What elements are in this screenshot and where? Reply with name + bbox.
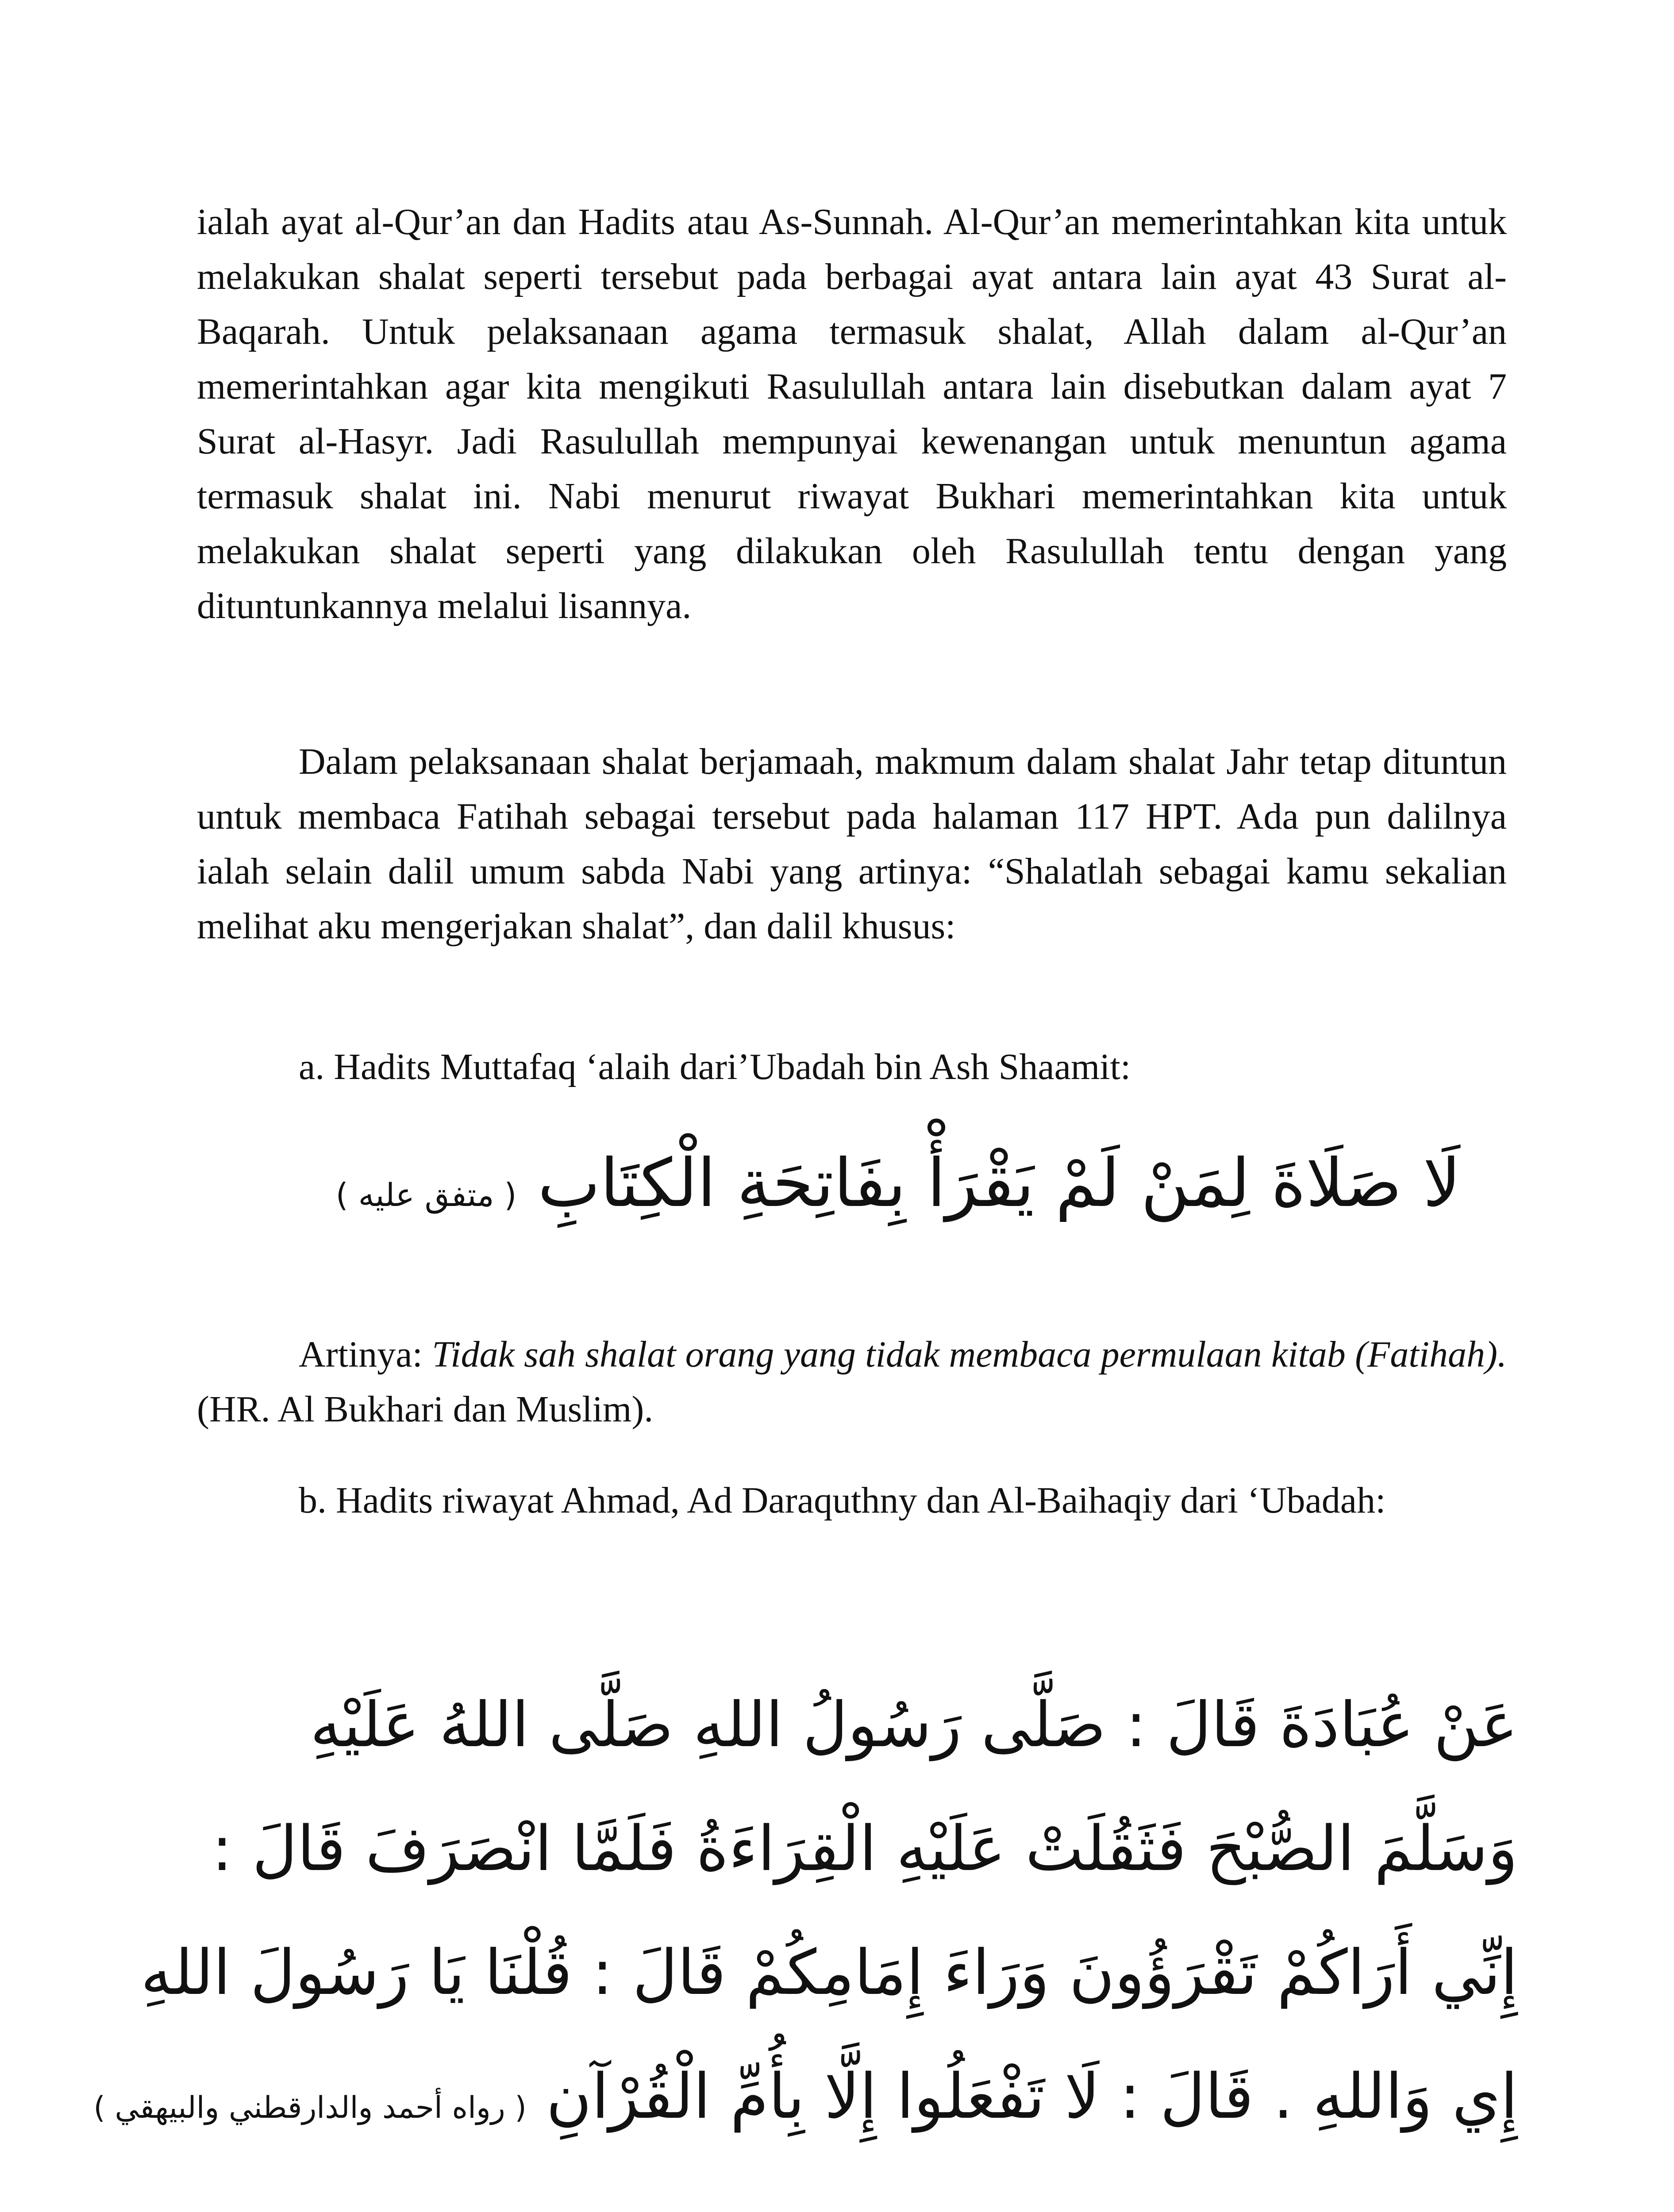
meaning-lead: Artinya: (299, 1334, 432, 1375)
hadith-b-arabic-line: وَسَلَّمَ الصُّبْحَ فَثَقُلَتْ عَلَيْهِ الْقِرَاءَةُ فَلَمَّا انْصَرَفَ قَالَ : (212, 1813, 1518, 1885)
hadith-b-heading: b. Hadits riwayat Ahmad, Ad Daraquthny dan Al-Baihaqiy dari ‘Ubadah: (299, 1480, 1386, 1521)
hadith-b-arabic-line-text: إِي وَاللهِ . قَالَ : لَا تَفْعَلُوا إِلَّا بِأُمِّ الْقُرْآنِ (546, 2061, 1518, 2133)
hadith-b-arabic-line: إِنِّي أَرَاكُمْ تَقْرَؤُونَ وَرَاءَ إِمَامِكُمْ قَالَ : قُلْنَا يَا رَسُولَ اللهِ (141, 1937, 1518, 2009)
hadith-a-arabic-text: لَا صَلَاةَ لِمَنْ لَمْ يَقْرَأْ بِفَاتِحَةِ الْكِتَابِ (538, 1145, 1461, 1222)
meaning-tail: (HR. Al Bukhari dan Muslim). (197, 1389, 654, 1430)
hadith-a-heading: a. Hadits Muttafaq ‘alaih dari’Ubadah bin Ash Shaamit: (299, 1046, 1131, 1087)
meaning-italic: Tidak sah shalat orang yang tidak membaca permulaan kitab (Fatihah). (432, 1334, 1507, 1375)
hadith-a-arabic (283, 1133, 1513, 1246)
hadith-b-arabic (93, 1663, 1518, 2170)
hadith-b-arabic-last-line (93, 2035, 1518, 2170)
hadith-b-arabic-source: ( رواه أحمد والدارقطني والبيهقي ) (93, 2090, 527, 2125)
hadith-b-arabic-line: عَنْ عُبَادَةَ قَالَ : صَلَّى رَسُولُ اللهِ صَلَّى اللهُ عَلَيْهِ (310, 1689, 1518, 1761)
paragraph-intro: ialah ayat al-Qur’an dan Hadits atau As-Sunnah. Al-Qur’an memerintahkan kita untuk melakukan shalat seperti tersebut pada berbagai ayat antara lain ayat 43 Surat al-Baqarah. Untuk pelaksanaan agama termasuk shalat, Allah dalam al-Qur’an memerintahkan agar kita mengikuti Rasulullah antara lain disebutkan dalam ayat 7 Surat al-Hasyr. Jadi Rasulullah mempunyai kewenangan untuk menuntun agama termasuk shalat ini. Nabi menurut riwayat Bukhari memerintahkan kita untuk melakukan shalat seperti yang dilakukan oleh Rasulullah tentu dengan yang dituntunkannya melalui lisannya. (197, 201, 1507, 626)
hadith-a-meaning (197, 1327, 1507, 1437)
paragraph-jamaah: Dalam pelaksanaan shalat berjamaah, makmum dalam shalat Jahr tetap dituntun untuk membaca Fatihah sebagai tersebut pada halaman 117 HPT. Ada pun dalilnya ialah selain dalil umum sabda Nabi yang artinya: “Shalatlah sebagai kamu sekalian melihat aku mengerjakan shalat”, dan dalil khusus: (197, 741, 1507, 947)
hadith-a-arabic-source: ( متفق عليه ) (335, 1176, 517, 1214)
